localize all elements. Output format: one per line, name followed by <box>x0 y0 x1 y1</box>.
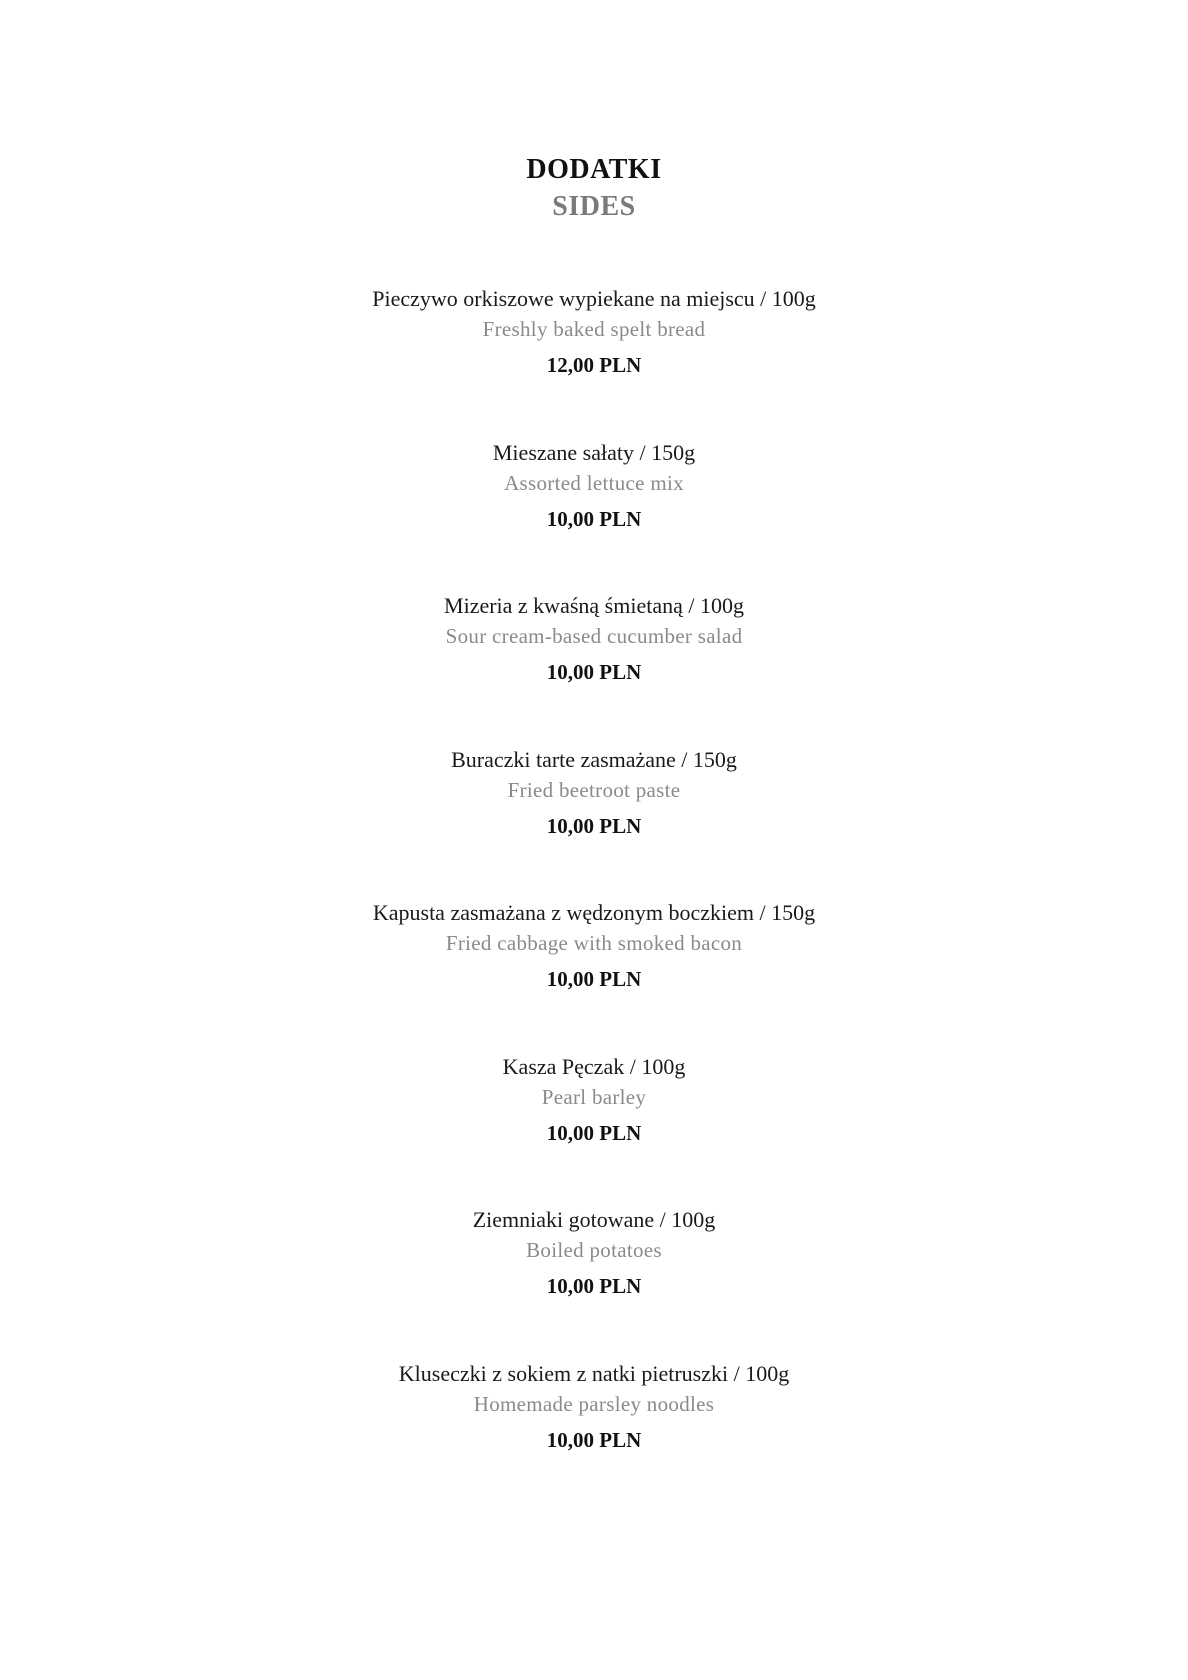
menu-item <box>0 591 1188 745</box>
item-name: Mizeria z kwaśną śmietaną / 100g <box>444 593 744 618</box>
item-name: Buraczki tarte zasmażane / 150g <box>451 746 737 772</box>
menu-item <box>0 438 1188 592</box>
item-price: 10,00 PLN <box>546 967 642 991</box>
item-price: 10,00 PLN <box>546 1274 642 1298</box>
item-name: Ziemniaki gotowane / 100g <box>472 1207 716 1232</box>
item-name: Pieczywo orkiszowe wypiekane na miejscu / 100g <box>372 286 816 311</box>
item-description: Freshly baked spelt bread <box>482 317 706 341</box>
menu-item-list <box>0 284 1188 1512</box>
menu-item <box>0 898 1188 1052</box>
section-title-english: SIDES <box>552 191 636 222</box>
item-price: 10,00 PLN <box>546 506 642 531</box>
item-description: Fried cabbage with smoked bacon <box>445 931 743 955</box>
item-description: Sour cream-based cucumber salad <box>445 624 743 648</box>
item-price: 10,00 PLN <box>546 1427 642 1452</box>
menu-item <box>0 1052 1188 1206</box>
item-description: Pearl barley <box>541 1084 647 1109</box>
item-description: Assorted lettuce mix <box>504 470 684 495</box>
item-description: Fried beetroot paste <box>507 777 681 802</box>
menu-item <box>0 745 1188 899</box>
item-description: Boiled potatoes <box>526 1238 662 1262</box>
menu-item <box>0 1205 1188 1359</box>
item-price: 10,00 PLN <box>546 1120 642 1145</box>
item-price: 12,00 PLN <box>546 353 642 377</box>
menu-item <box>0 1359 1188 1513</box>
item-price: 10,00 PLN <box>546 660 642 684</box>
item-name: Kluseczki z sokiem z natki pietruszki / 100g <box>398 1360 790 1386</box>
menu-item <box>0 284 1188 438</box>
item-name: Kasza Pęczak / 100g <box>502 1053 686 1079</box>
section-title-polish: DODATKI <box>526 154 662 185</box>
item-description: Homemade parsley noodles <box>473 1391 715 1416</box>
item-price: 10,00 PLN <box>546 813 642 838</box>
menu-header <box>0 152 1188 226</box>
item-name: Mieszane sałaty / 150g <box>492 439 696 465</box>
item-name: Kapusta zasmażana z wędzonym boczkiem / 150g <box>372 900 816 925</box>
